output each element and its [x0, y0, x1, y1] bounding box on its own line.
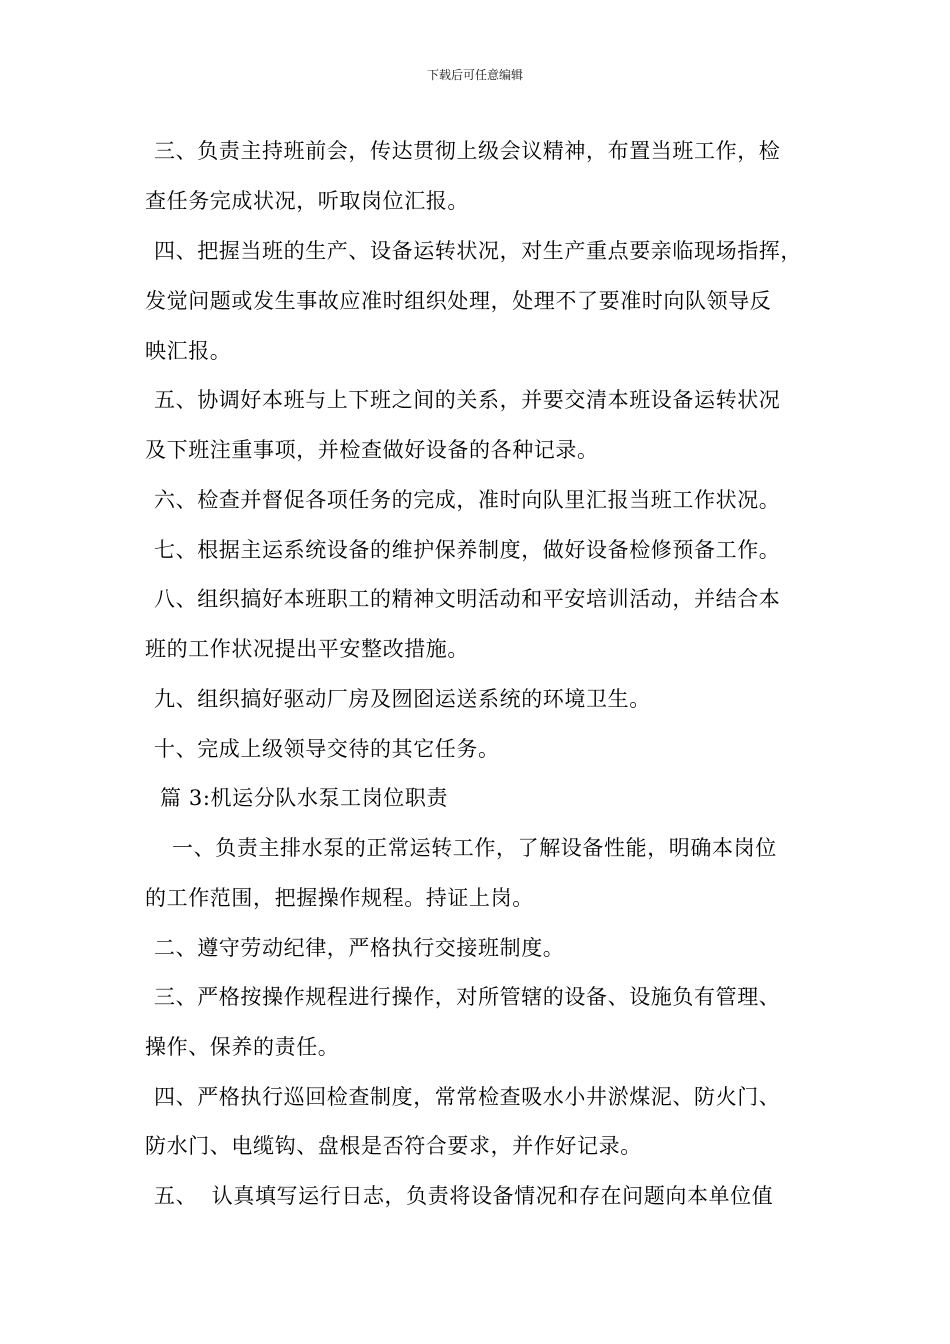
body-line: 四、把握当班的生产、设备运转状况，对生产重点要亲临现场指挥， — [154, 239, 802, 263]
body-line: 二、遵守劳动纪律，严格执行交接班制度。 — [154, 936, 565, 960]
body-line: 班的工作状况提出平安整改措施。 — [145, 637, 469, 661]
section-heading: 篇 3:机运分队水泵工岗位职责 — [160, 786, 449, 810]
body-line: 防水门、电缆钩、盘根是否符合要求，并作好记录。 — [145, 1134, 642, 1158]
body-line: 六、检查并督促各项任务的完成，准时向队里汇报当班工作状况。 — [154, 488, 781, 512]
body-line: 一、负责主排水泵的正常运转工作，了解设备性能，明确本岗位 — [172, 836, 777, 860]
body-line: 三、负责主持班前会，传达贯彻上级会议精神，布置当班工作，检 — [154, 139, 781, 163]
body-line: 查任务完成状况，听取岗位汇报。 — [145, 189, 469, 213]
body-line: 五、协调好本班与上下班之间的关系，并要交清本班设备运转状况 — [154, 388, 781, 412]
body-line: 四、严格执行巡回检查制度，常常检查吸水小井淤煤泥、防火门、 — [154, 1085, 781, 1109]
body-line: 及下班注重事项，并检查做好设备的各种记录。 — [145, 438, 599, 462]
body-line: 映汇报。 — [145, 339, 232, 363]
body-line: 操作、保养的责任。 — [145, 1035, 340, 1059]
body-line: 的工作范围，把握操作规程。持证上岗。 — [145, 886, 534, 910]
body-line: 五、 认真填写运行日志，负责将设备情况和存在问题向本单位值 — [154, 1184, 774, 1208]
body-line: 发觉问题或发生事故应准时组织处理，处理不了要准时向队领导反 — [145, 289, 772, 313]
body-line: 十、完成上级领导交待的其它任务。 — [154, 737, 500, 761]
body-line: 八、组织搞好本班职工的精神文明活动和平安培训活动，并结合本 — [154, 587, 781, 611]
body-line: 三、严格按操作规程进行操作，对所管辖的设备、设施负有管理、 — [154, 985, 781, 1009]
body-line: 九、组织搞好驱动厂房及囫囵运送系统的环境卫生。 — [154, 687, 651, 711]
page-header: 下载后可任意编辑 — [426, 68, 523, 82]
body-line: 七、根据主运系统设备的维护保养制度，做好设备检修预备工作。 — [154, 538, 781, 562]
